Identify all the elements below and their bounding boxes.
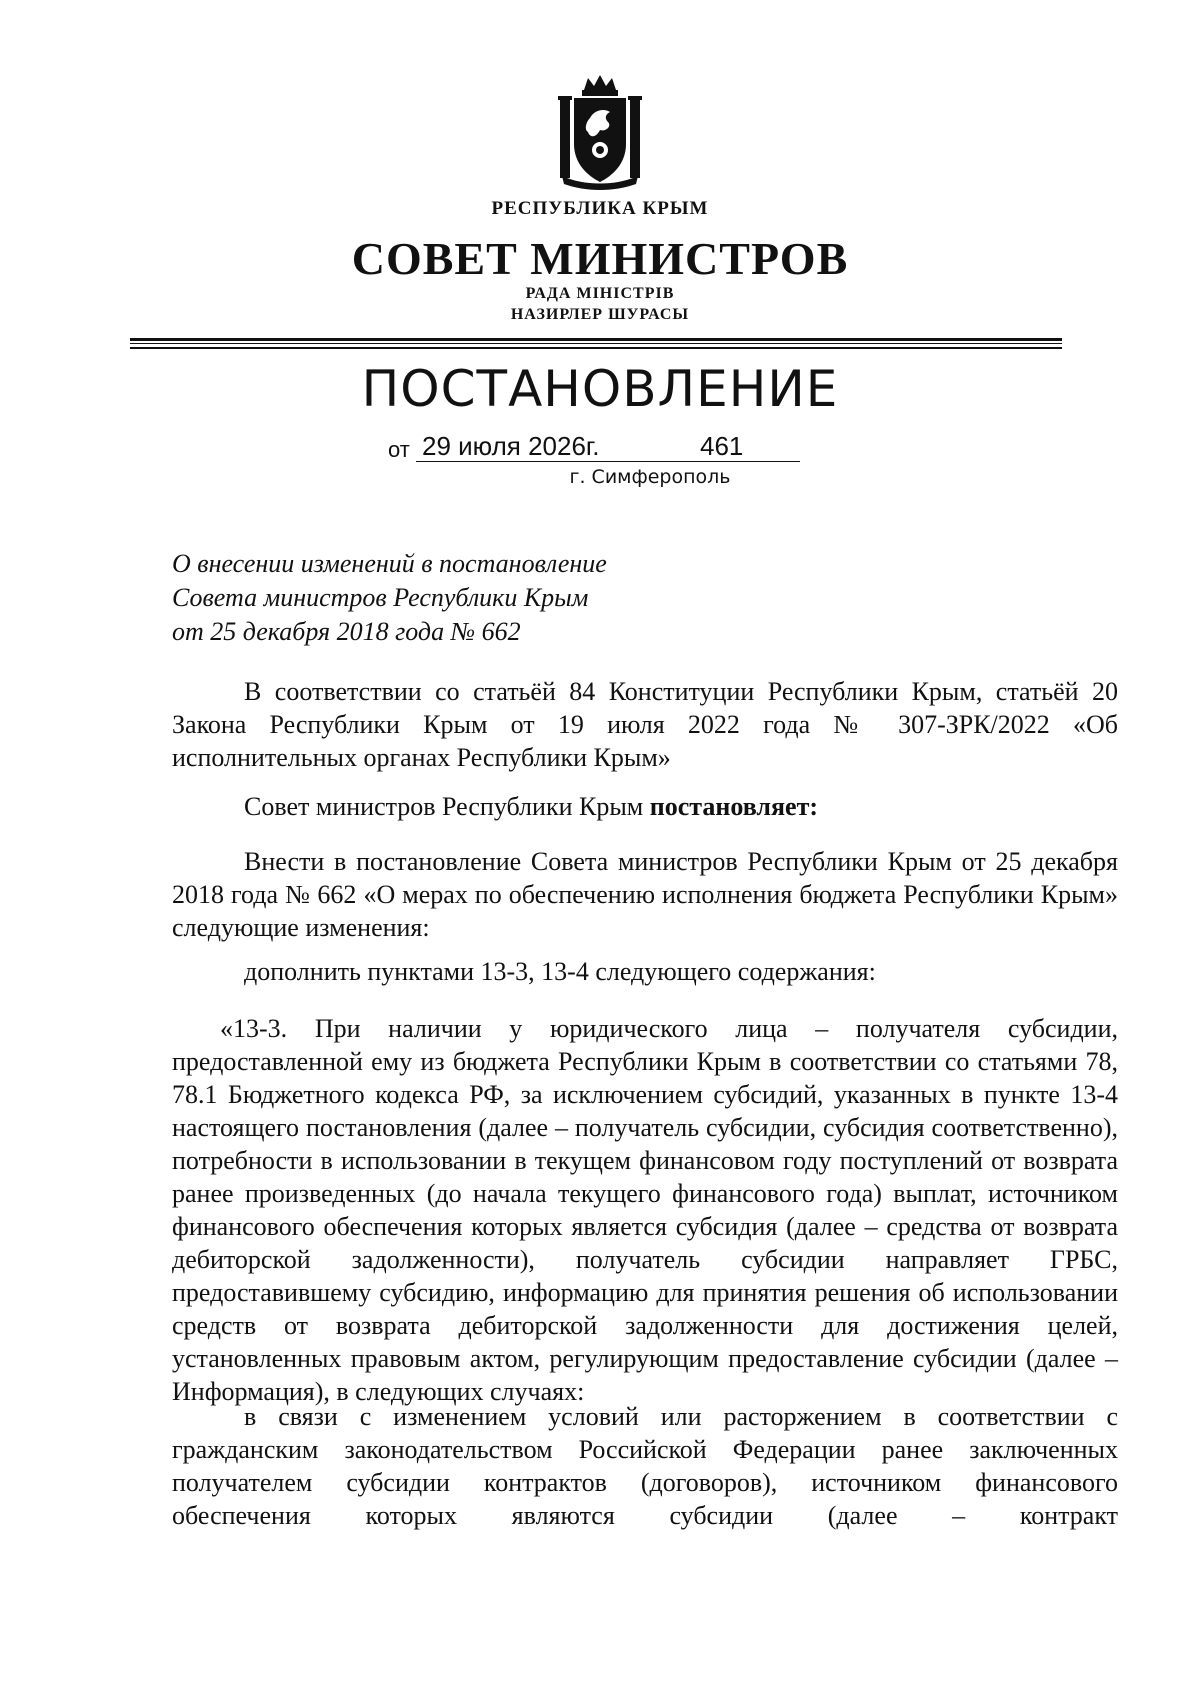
council-name-ukrainian: РАДА МІНІСТРІВ <box>525 285 675 302</box>
preamble-paragraph: В соответствии со статьёй 84 Конституции Республики Крым, статьёй 20 Закона Республики Крым от 19 июля 2022 года № 307-ЗРК/2022 «Об исполнительных органах Республики Крым» <box>172 677 1118 772</box>
date-prefix: от <box>388 437 410 462</box>
decree-number: 461 <box>700 431 744 461</box>
amendment-paragraph: Внести в постановление Совета министров Республики Крым от 25 декабря 2018 года № 662 «О мерах по обеспечению исполнения бюджета Республики Крым» следующие изменения: <box>172 847 1118 942</box>
decree-subject <box>172 547 732 649</box>
document-type-title: ПОСТАНОВЛЕНИЕ <box>361 360 839 418</box>
supplement-paragraph: дополнить пунктами 13-3, 13-4 следующего содержания: <box>244 957 876 986</box>
decree-city: г. Симферополь <box>569 466 731 488</box>
resolves-keyword: постановляет: <box>649 792 819 821</box>
republic-name: РЕСПУБЛИКА КРЫМ <box>491 198 709 219</box>
resolves-prefix: Совет министров Республики Крым <box>244 792 650 821</box>
item-13-3-paragraph: «13-3. При наличии у юридического лица – получателя субсидии, предоставленной ему из бюджета Республики Крым в соответствии со статьями 78, 78.1 Бюджетного кодекса РФ, за исключением субсидий, указанных в пункте 13-4 настоящего постановления (далее – получатель субсидии, субсидия соответственно), потребности в использовании в текущем финансовом году поступлений от возврата ранее произведенных (до начала текущего финансового года) выплат, источником финансового обеспечения которых является субсидия (далее – средства от возврата дебиторской задолженности), получатель субсидии направляет ГРБС, предоставившему субсидию, информацию для принятия решения об использовании средств от возврата дебиторской задолженности для достижения целей, установленных правовым актом, регулирующим предоставление субсидии (далее – Информация), в следующих случаях: <box>172 1014 1118 1406</box>
header-divider <box>130 347 1062 349</box>
decree-date: 29 июля 2026г. <box>422 431 600 461</box>
decree-dateline <box>388 433 808 463</box>
header-divider <box>130 343 1062 344</box>
subject-line: О внесении изменений в постановление <box>172 549 607 578</box>
subject-line: от 25 декабря 2018 года № 662 <box>172 617 521 646</box>
case-paragraph: в связи с изменением условий или расторжением в соответствии с гражданским законодательством Российской Федерации ранее заключенных получателем субсидии контрактов (договоров), источником финансового обеспечения которых являются субсидии (далее – контракт <box>172 1402 1118 1530</box>
dateline-underline <box>416 461 800 462</box>
subject-line: Совета министров Республики Крым <box>172 583 589 612</box>
header-divider <box>130 338 1062 341</box>
council-name: СОВЕТ МИНИСТРОВ <box>351 233 849 284</box>
resolves-paragraph <box>172 790 1118 823</box>
crimea-coat-of-arms-icon <box>554 72 646 190</box>
council-name-crimean-tatar: НАЗИРЛЕР ШУРАСЫ <box>510 306 690 323</box>
